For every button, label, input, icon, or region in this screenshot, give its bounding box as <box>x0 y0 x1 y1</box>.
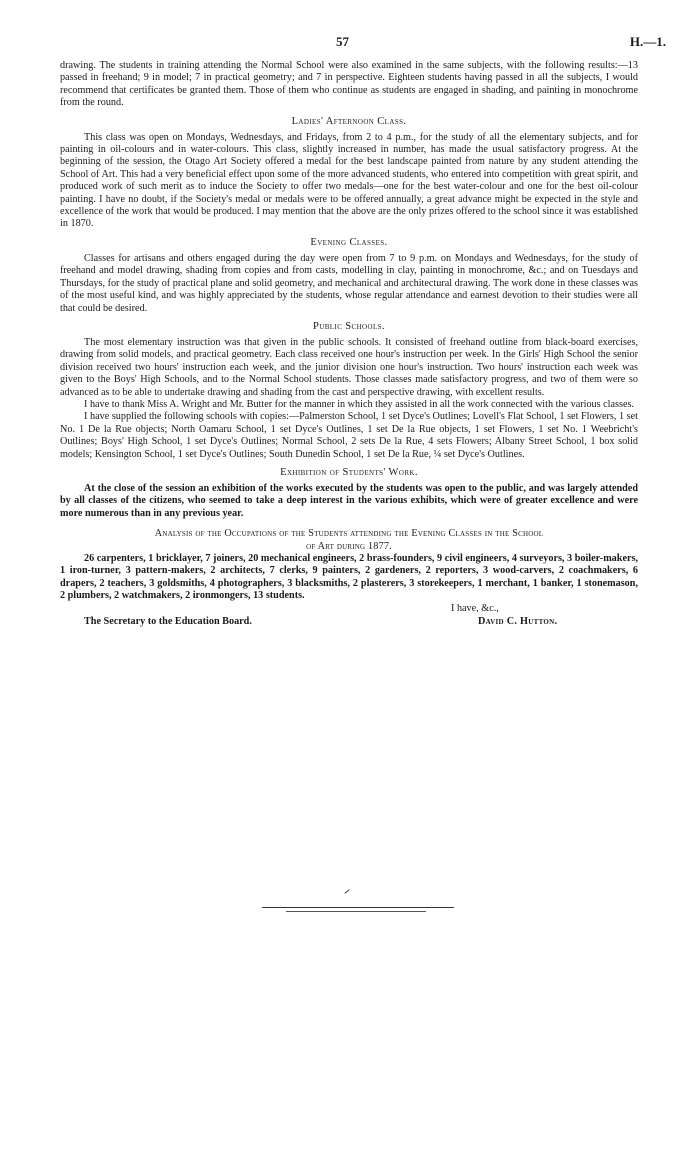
analysis-section <box>60 553 638 603</box>
ladies-class-paragraph: This class was open on Mondays, Wednesdays, and Fridays, from 2 to 4 p.m., for the study of all the elementary subjects, and for painting in oil-colours and in water-colours. This class, slightly increased in number, has made the usual satisfactory progress. At the beginning of the session, the Otago Art Society offered a medal for the best landscape painted from nature by any student attending the School of Art. This had a very beneficial effect upon some of the more advanced students, who entered into competition with great spirit, and produced work of such merit as to induce the Society to offer two medals—one for the best water-colour and one for the best oil-colour painting. I have no doubt, if the Society's medal or medals were to be offered annually, a great advance might be expected in the style and excellence of the work that would be produced. I may mention that the above are the only prizes offered to the school since it was established in 1870. <box>60 131 638 230</box>
recipient: The Secretary to the Education Board. <box>84 615 252 627</box>
document-reference: H.—1. <box>629 34 666 49</box>
exhibition-paragraph: At the close of the session an exhibition of the works executed by the students was open to the public, and was largely attended by all classes of the citizens, who seemed to take a deep interest in the various exhibits, which were of greater excellence and were more numerous than in any previous year. <box>60 482 638 519</box>
end-rule-short <box>286 911 426 912</box>
signature: David C. Hutton. <box>478 615 558 627</box>
analysis-heading-line-2: of Art during 1877. <box>306 540 392 552</box>
exhibition-section <box>60 483 638 520</box>
public-schools-paragraph-2: I have to thank Miss A. Wright and Mr. Butter for the manner in which they assisted in all the work connected with the various classes. <box>84 398 634 410</box>
closing-greeting-row <box>60 603 638 616</box>
exhibition-heading: Exhibition of Students' Work. <box>280 466 418 478</box>
page-header <box>0 34 700 52</box>
signature-row <box>60 616 638 629</box>
public-schools-paragraph-3: I have supplied the following schools with copies:—Palmerston School, 1 set Dyce's Outlines; Lovell's Flat School, 1 set Flowers, 1 set No. 1 De la Rue objects; North Oamaru School, 1 set Dyce's Outlines, 1 set De la Rue objects, 1 set Flowers, 1 set No. 1 Weebricht's Outlines; Boys' High School, 1 set Dyce's Outlines; Normal School, 2 sets De la Rue, 4 sets Flowers; Albany Street School, 1 box solid models; Kensington School, 1 set Dyce's Outlines; South Dunedin School, 1 set De la Rue, ¼ set Dyce's Outlines. <box>60 411 638 460</box>
ladies-class-heading: Ladies' Afternoon Class. <box>291 115 407 127</box>
analysis-heading-line-1: Analysis of the Occupations of the Students attending the Evening Classes in the School <box>154 528 544 540</box>
analysis-paragraph: 26 carpenters, 1 bricklayer, 7 joiners, 20 mechanical engineers, 2 brass-founders, 9 civil engineers, 4 surveyors, 3 boiler-makers, 1 iron-turner, 3 pattern-makers, 2 architects, 7 clerks, 9 painters, 2 gardeners, 2 reporters, 3 wood-carvers, 2 coachmakers, 6 drapers, 2 teachers, 3 goldsmiths, 4 photographers, 3 blacksmiths, 2 plasterers, 3 storekeepers, 1 merchant, 1 banker, 1 stonemason, 2 plumbers, 2 watchmakers, 2 ironmongers, 13 students. <box>60 553 638 602</box>
report-body <box>60 60 638 629</box>
intro-paragraph: drawing. The students in training attending the Normal School were also examined in the same subjects, with the following results:—13 passed in freehand; 9 in model; 7 in practical geometry; and 7 in perspective. Eighteen students having passed in all the subjects, I would recommend that certificates be granted them. Those of them who continue as students are engaged in shading, and painting in monochrome from the round. <box>60 60 638 109</box>
public-schools-paragraph-1: The most elementary instruction was that given in the public schools. It consisted of freehand outline from black-board exercises, drawing from solid models, and practical geometry. Each class received one hour's instruction per week. In the Girls' High School the senior division received two hours' instruction each week, and the junior division one hour's instruction. Two hours' instruction each week was given to the Boys' High Schools, and to the Normal School students. Those classes made satisfactory progress, and two of them were so advanced as to be able to undertake drawing and shading from the cast and perspective drawing, with excellent results. <box>60 336 638 398</box>
end-rule-long <box>262 907 454 908</box>
evening-classes-paragraph: Classes for artisans and others engaged during the day were open from 7 to 9 p.m. on Mondays and Wednesdays, for the study of freehand and model drawing, shading from copies and from casts, modelling in clay, painting in monochrome, &c.; and on Tuesdays and Thursdays, for the study of practical plane and solid geometry, and mechanical and architectural drawing. The work done in these classes was of the most useful kind, and was highly appreciated by the students, whose regular attendance and earnest devotion to their studies were all that could be desired. <box>60 252 638 314</box>
page-number: 57 <box>336 34 349 49</box>
evening-classes-heading: Evening Classes. <box>310 236 388 248</box>
stray-mark <box>344 889 349 894</box>
analysis-heading <box>60 528 638 553</box>
closing-greeting: I have, &c., <box>451 602 499 614</box>
public-schools-heading: Public Schools. <box>313 320 385 332</box>
